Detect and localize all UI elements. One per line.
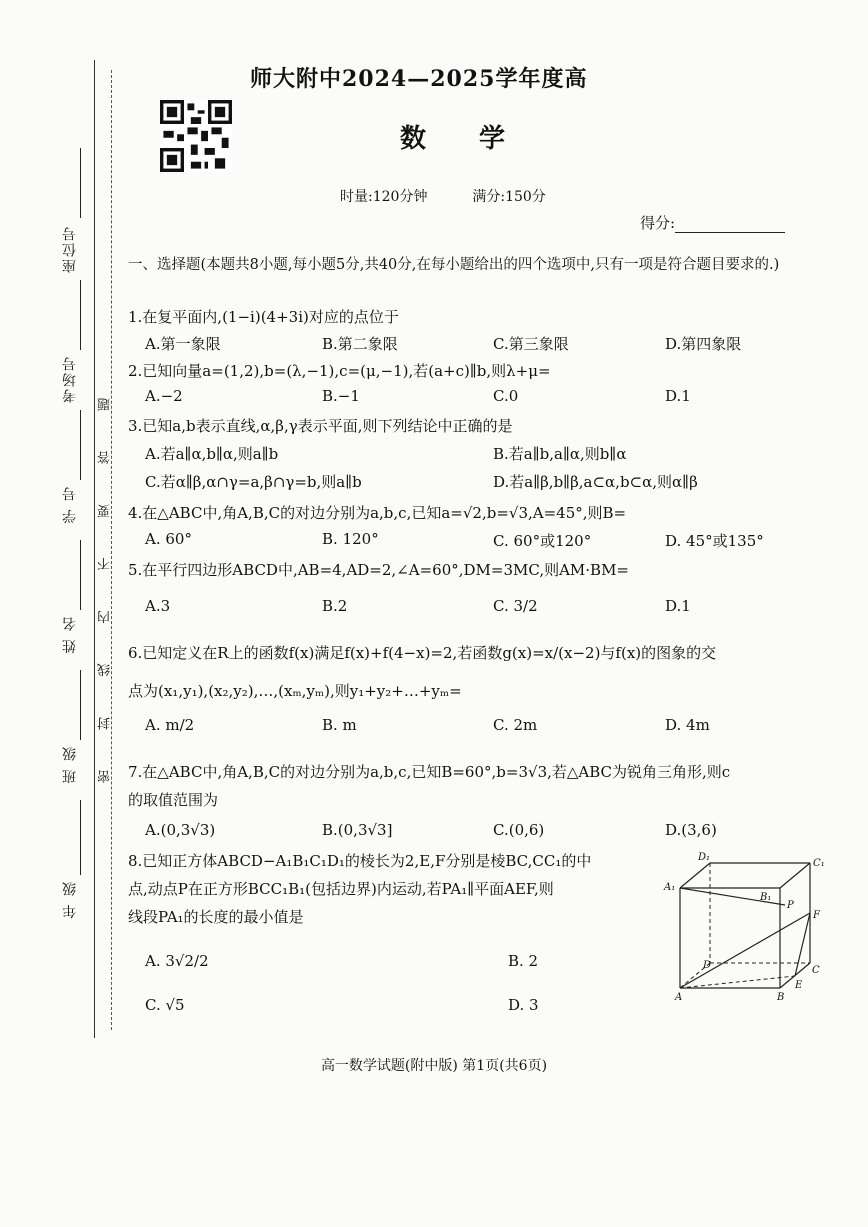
q6-option-d[interactable]: D. 4m — [665, 716, 710, 734]
q5-option-d[interactable]: D.1 — [665, 597, 691, 615]
question-3: 3.已知a,b表示直线,α,β,γ表示平面,则下列结论中正确的是 — [128, 417, 513, 435]
svg-text:F: F — [813, 910, 820, 921]
class-field[interactable] — [80, 670, 81, 740]
q7-option-a[interactable]: A.(0,3√3) — [145, 821, 216, 839]
exam-no-label: 考场号 — [62, 355, 78, 403]
grade-label: 年 级 — [62, 880, 78, 919]
svg-text:B₁: B₁ — [760, 892, 772, 903]
question-7: 7.在△ABC中,角A,B,C的对边分别为a,b,c,已知B=60°,b=3√3,若△ABC为锐角三角形,则c — [128, 763, 731, 781]
question-2: 2.已知向量a=(1,2),b=(λ,−1),c=(μ,−1),若(a+c)∥b,则λ+μ= — [128, 362, 551, 380]
q4-option-c[interactable]: C. 60°或120° — [493, 532, 592, 550]
seal-warning: 密 封 线 内 不 要 答 题 — [98, 380, 113, 783]
svg-text:P: P — [787, 900, 794, 911]
q8-option-d[interactable]: D. 3 — [508, 996, 539, 1014]
grade-field[interactable] — [80, 800, 81, 875]
q2-option-b[interactable]: B.−1 — [322, 387, 360, 405]
q1-option-d[interactable]: D.第四象限 — [665, 335, 742, 353]
q3-option-d[interactable]: D.若a∥β,b∥β,a⊂α,b⊂α,则α∥β — [493, 473, 698, 491]
svg-text:A: A — [675, 992, 683, 1003]
name-label: 姓 名 — [62, 615, 78, 654]
full-score: 满分:150分 — [472, 189, 546, 205]
q8-option-b[interactable]: B. 2 — [508, 952, 539, 970]
cube-figure — [660, 848, 830, 1008]
score-field[interactable] — [675, 218, 785, 233]
q6-option-a[interactable]: A. m/2 — [145, 716, 195, 734]
q5-option-c[interactable]: C. 3/2 — [493, 597, 538, 615]
q3-option-c[interactable]: C.若α∥β,α∩γ=a,β∩γ=b,则a∥b — [145, 473, 362, 491]
class-label: 班 级 — [62, 745, 78, 784]
score-box — [640, 212, 785, 233]
seat-label: 座位号 — [62, 225, 78, 273]
q7-option-b[interactable]: B.(0,3√3] — [322, 821, 393, 839]
question-5: 5.在平行四边形ABCD中,AB=4,AD=2,∠A=60°,DM=3MC,则AM·BM= — [128, 561, 629, 579]
exam-no-field[interactable] — [80, 280, 81, 350]
svg-text:B: B — [777, 992, 785, 1003]
section-heading: 一、选择题(本题共8小题,每小题5分,共40分,在每小题给出的四个选项中,只有一项是符合题目要求的.) — [128, 257, 780, 273]
exam-title: 师大附中2024—2025学年度高 — [250, 66, 588, 92]
svg-text:C: C — [812, 965, 820, 976]
exam-info — [340, 186, 546, 206]
seat-field[interactable] — [80, 148, 81, 218]
time-limit: 时量:120分钟 — [340, 189, 428, 205]
q7-option-d[interactable]: D.(3,6) — [665, 821, 717, 839]
q3-option-b[interactable]: B.若a∥b,a∥α,则b∥α — [493, 445, 627, 463]
q1-option-c[interactable]: C.第三象限 — [493, 335, 569, 353]
q4-option-d[interactable]: D. 45°或135° — [665, 532, 764, 550]
svg-text:D₁: D₁ — [698, 852, 711, 863]
page-footer: 高一数学试题(附中版) 第1页(共6页) — [320, 1058, 548, 1074]
q6-option-b[interactable]: B. m — [322, 716, 357, 734]
q4-option-b[interactable]: B. 120° — [322, 530, 379, 548]
qr-code-icon[interactable] — [160, 100, 232, 172]
q2-option-a[interactable]: A.−2 — [145, 387, 183, 405]
q3-option-a[interactable]: A.若a∥α,b∥α,则a∥b — [145, 445, 279, 463]
question-8-line-3: 线段PA₁的长度的最小值是 — [128, 908, 304, 926]
question-4: 4.在△ABC中,角A,B,C的对边分别为a,b,c,已知a=√2,b=√3,A=45°,则B= — [128, 504, 627, 522]
binding-line — [94, 60, 95, 1038]
q6-option-c[interactable]: C. 2m — [493, 716, 538, 734]
question-6: 6.已知定义在R上的函数f(x)满足f(x)+f(4−x)=2,若函数g(x)=x/(x−2)与f(x)的图象的交 — [128, 644, 717, 662]
svg-text:C₁: C₁ — [813, 858, 825, 869]
question-8: 8.已知正方体ABCD−A₁B₁C₁D₁的棱长为2,E,F分别是棱BC,CC₁的中 — [128, 852, 592, 870]
q5-option-a[interactable]: A.3 — [145, 597, 171, 615]
question-7-line-2: 的取值范围为 — [128, 791, 219, 809]
question-8-line-2: 点,动点P在正方形BCC₁B₁(包括边界)内运动,若PA₁∥平面AEF,则 — [128, 880, 554, 898]
svg-text:D: D — [703, 960, 712, 971]
q2-option-c[interactable]: C.0 — [493, 387, 519, 405]
question-6-line-2: 点为(x₁,y₁),(x₂,y₂),…,(xₘ,yₘ),则y₁+y₂+…+yₘ= — [128, 682, 462, 700]
q4-option-a[interactable]: A. 60° — [145, 530, 192, 548]
student-no-field[interactable] — [80, 410, 81, 480]
q1-option-b[interactable]: B.第二象限 — [322, 335, 398, 353]
svg-text:E: E — [795, 980, 803, 991]
q5-option-b[interactable]: B.2 — [322, 597, 348, 615]
name-field[interactable] — [80, 540, 81, 610]
score-label: 得分: — [640, 214, 676, 232]
subject-title: 数 学 — [400, 124, 528, 154]
svg-text:A₁: A₁ — [664, 882, 676, 893]
q1-option-a[interactable]: A.第一象限 — [145, 335, 221, 353]
q2-option-d[interactable]: D.1 — [665, 387, 691, 405]
student-no-label: 学 号 — [62, 485, 78, 524]
question-1: 1.在复平面内,(1−i)(4+3i)对应的点位于 — [128, 308, 399, 326]
q8-option-a[interactable]: A. 3√2/2 — [145, 952, 209, 970]
q8-option-c[interactable]: C. √5 — [145, 996, 185, 1014]
q7-option-c[interactable]: C.(0,6) — [493, 821, 545, 839]
